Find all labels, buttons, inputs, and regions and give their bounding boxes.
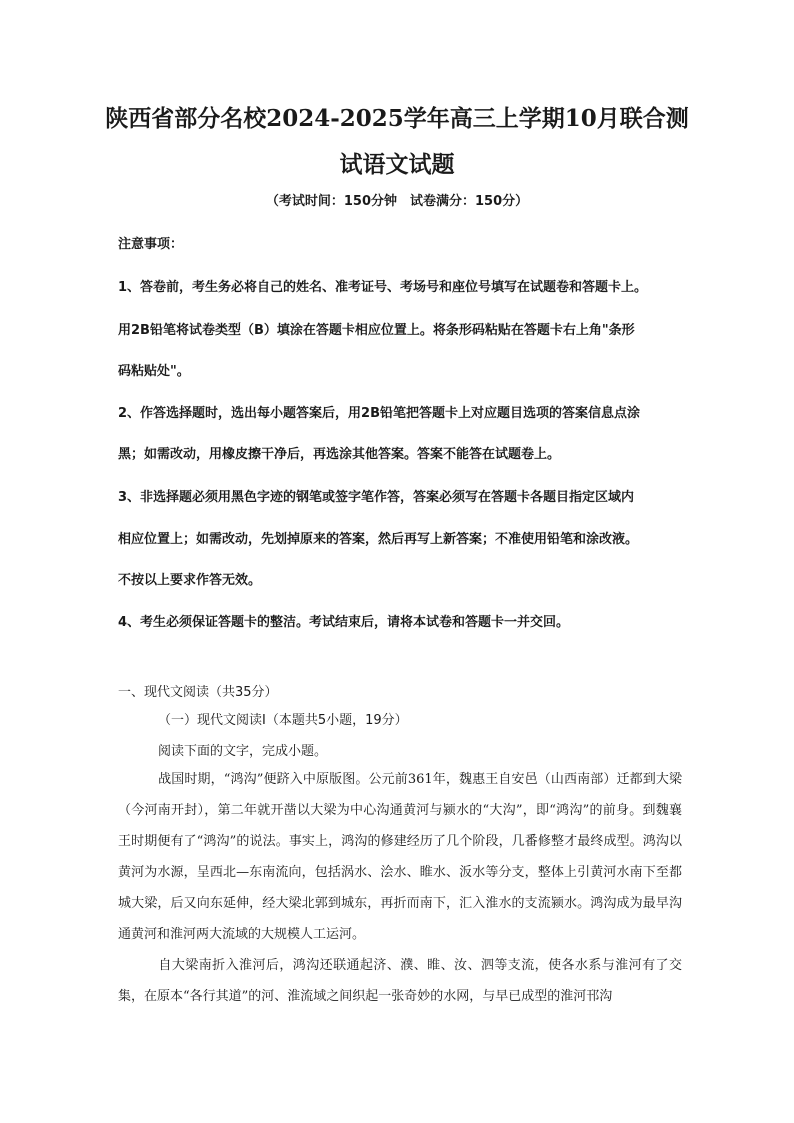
notice-line: 2、作答选择题时，选出每小题答案后，用2B铅笔把答题卡上对应题目选项的答案信息点涂 <box>118 406 641 421</box>
paragraph-text: 自大梁南折入淮河后，鸿沟还联通起济、濮、睢、汝、泗等支流，使各水系与淮河有了交集，在原本“各行其道”的河、淮流域之间织起一张奇妙的水网，与早已成型的淮河邗沟 <box>118 958 682 1004</box>
notice-heading: 注意事项： <box>118 237 184 252</box>
exam-info: （考试时间：150分钟 试卷满分：150分） <box>265 194 529 209</box>
notice-line: 码粘贴处"。 <box>118 364 190 379</box>
notice-line: 不按以上要求作答无效。 <box>118 573 262 588</box>
reading-instruction: 阅读下面的文字，完成小题。 <box>158 744 328 759</box>
section-heading: 一、现代文阅读（共35分） <box>118 685 278 700</box>
passage-paragraph-2 <box>118 950 682 1012</box>
notice-line: 4、考生必须保证答题卡的整洁。考试结束后，请将本试卷和答题卡一并交回。 <box>118 615 570 630</box>
notice-line: 用2B铅笔将试卷类型（B）填涂在答题卡相应位置上。将条形码粘贴在答题卡右上角"条形 <box>118 323 635 338</box>
passage-paragraph-1 <box>118 764 682 950</box>
page-title: 陕西省部分名校2024-2025学年高三上学期10月联合测试语文试题 <box>105 105 689 178</box>
notice-line: 黑；如需改动，用橡皮擦干净后，再选涂其他答案。答案不能答在试题卷上。 <box>118 447 561 462</box>
notice-line: 相应位置上；如需改动，先划掉原来的答案，然后再写上新答案；不准使用铅笔和涂改液。 <box>118 532 639 547</box>
notice-line: 1、答卷前，考生务必将自己的姓名、准考证号、考场号和座位号填写在试题卷和答题卡上。 <box>118 280 648 295</box>
subsection-heading: （一）现代文阅读Ⅰ（本题共5小题，19分） <box>158 713 408 728</box>
paragraph-text: 战国时期，“鸿沟”便跻入中原版图。公元前361年，魏惠王自安邑（山西南部）迁都到大梁（今河南开封），第二年就开凿以大梁为中心沟通黄河与颍水的“大沟”，即“鸿沟”的前身。到魏襄王时期便有了“鸿沟”的说法。事实上，鸿沟的修建经历了几个阶段，几番修整才最终成型。鸿沟以黄河为水源，呈西北—东南流向，包括涡水、浍水、睢水、汳水等分支，整体上引黄河水南下至都城大梁，后又向东延伸，经大梁北郭到城东，再折而南下，汇入淮水的支流颍水。鸿沟成为最早沟通黄河和淮河两大流域的大规模人工运河。 <box>118 772 682 942</box>
notice-line: 3、非选择题必须用黑色字迹的钢笔或签字笔作答，答案必须写在答题卡各题目指定区域内 <box>118 490 635 505</box>
